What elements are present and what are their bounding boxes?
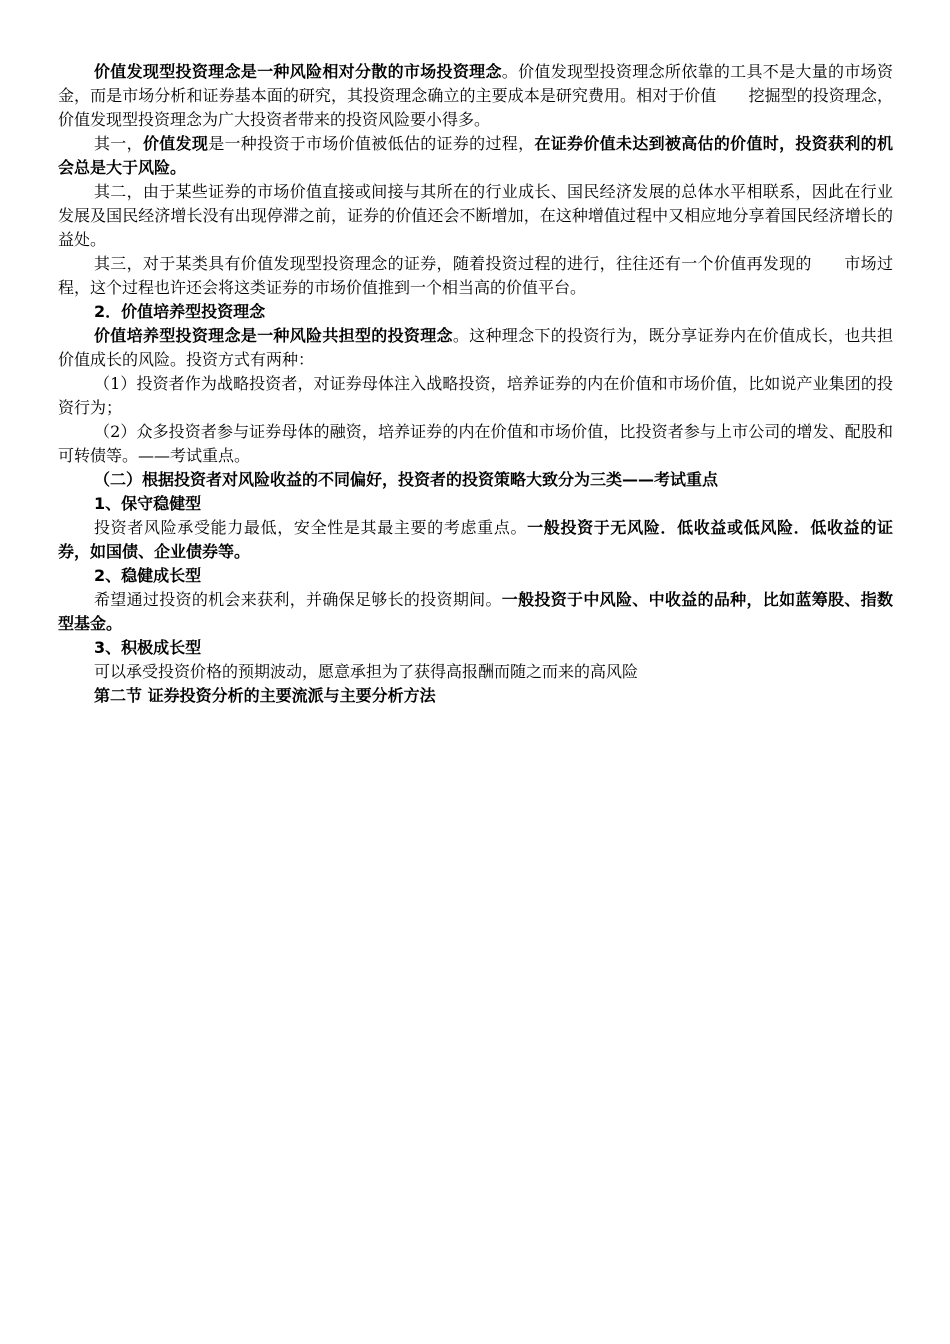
bold-phrase: 在证券价值未达到被高估的价值时，投资获利的机会总是大于风险。	[58, 134, 893, 177]
paragraph-method-one: （1）投资者作为战略投资者，对证券母体注入战略投资，培养证券的内在价值和市场价值，比如说产业集团的投资行为；	[58, 374, 893, 417]
bold-phrase: 一般投资于无风险．低收益或低风险．低收益的证券，如国债、企业债券等。	[58, 518, 893, 561]
paragraph-text: 是一种投资于市场价值被低估的证券的过程，	[208, 134, 535, 153]
paragraph-text: 希望通过投资的机会来获利，并确保足够长的投资期间。	[94, 590, 502, 609]
paragraph-conservative-type	[58, 516, 893, 564]
heading-investor-strategies: （二）根据投资者对风险收益的不同偏好，投资者的投资策略大致分为三类——考试重点	[94, 470, 719, 489]
heading-section-two: 第二节 证券投资分析的主要流派与主要分析方法	[94, 686, 436, 705]
paragraph-text: 投资者风险承受能力最低，安全性是其最主要的考虑重点。	[94, 518, 528, 537]
paragraph-text: 。这种理念下的投资行为，既分享证券内在价值成长，也共担价值成长的风险。投资方式有两种：	[58, 326, 893, 369]
paragraph-text: 其一，	[94, 134, 143, 153]
paragraph-text: 。价值发现型投资理念所依靠的工具不是大量的市场资金，而是市场分析和证券基本面的研究，其投资理念确立的主要成本是研究费用。相对于价值 挖掘型的投资理念，价值发现型投资理念为广大投资者带来的投资风险要小得多。	[58, 62, 893, 129]
bold-phrase: 价值发现型投资理念是一种风险相对分散的市场投资理念	[94, 62, 502, 81]
paragraph-point-one	[58, 132, 893, 180]
paragraph-point-three: 其三，对于某类具有价值发现型投资理念的证券，随着投资过程的进行，往往还有一个价值再发现的 市场过程，这个过程也许还会将这类证券的市场价值推到一个相当高的价值平台。	[58, 254, 893, 297]
paragraph-steady-growth-type	[58, 588, 893, 636]
heading-aggressive-growth-type: 3、积极成长型	[94, 638, 202, 657]
document-page	[58, 60, 893, 708]
bold-phrase: 价值培养型投资理念是一种风险共担型的投资理念	[94, 326, 453, 345]
paragraph-aggressive-growth-type: 可以承受投资价格的预期波动，愿意承担为了获得高报酬而随之而来的高风险	[94, 662, 639, 681]
heading-value-cultivation: 2．价值培养型投资理念	[94, 302, 266, 321]
bold-phrase: 一般投资于中风险、中收益的品种，比如蓝筹股、指数型基金。	[58, 590, 893, 633]
paragraph-value-discovery-intro	[58, 60, 893, 132]
heading-steady-growth-type: 2、稳健成长型	[94, 566, 202, 585]
heading-conservative-type: 1、保守稳健型	[94, 494, 202, 513]
bold-phrase: 价值发现	[142, 134, 209, 153]
paragraph-point-two: 其二，由于某些证券的市场价值直接或间接与其所在的行业成长、国民经济发展的总体水平相联系，因此在行业发展及国民经济增长没有出现停滞之前，证券的价值还会不断增加，在这种增值过程中又相应地分享着国民经济增长的益处。	[58, 182, 893, 249]
paragraph-method-two: （2）众多投资者参与证券母体的融资，培养证券的内在价值和市场价值，比投资者参与上市公司的增发、配股和可转债等。——考试重点。	[58, 422, 893, 465]
paragraph-value-cultivation-intro	[58, 324, 893, 372]
